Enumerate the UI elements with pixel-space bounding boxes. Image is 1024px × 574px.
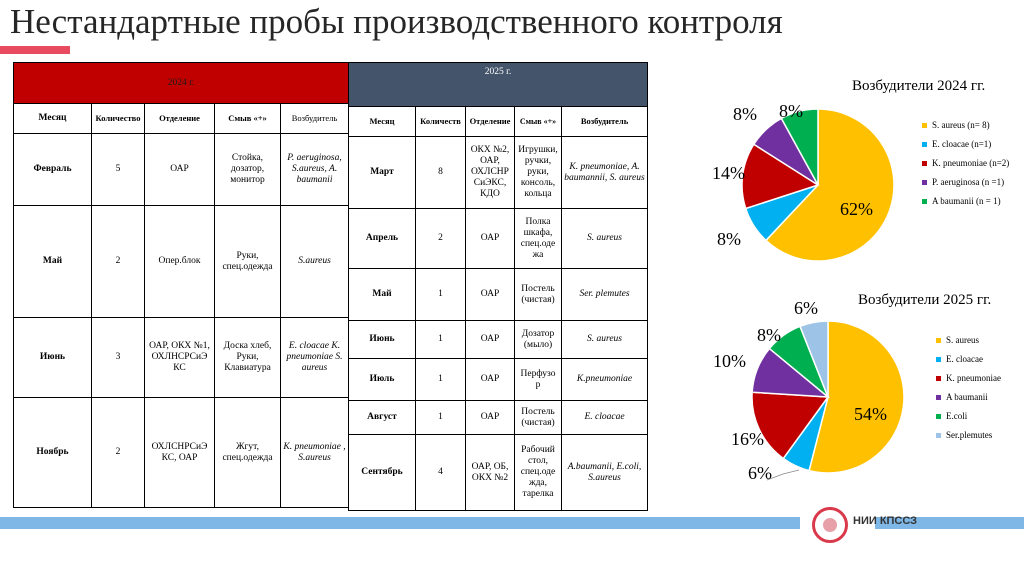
table-row: [349, 435, 648, 511]
footer-bar: [0, 517, 800, 529]
cell-swab: Перфузо р: [515, 359, 562, 401]
cell-month: Июнь: [349, 321, 416, 359]
pct-label: 62%: [840, 199, 873, 219]
pct-label: 8%: [757, 325, 781, 345]
legend-swatch: [936, 433, 941, 438]
cell-dept: ОАР: [466, 209, 515, 269]
table-row: [349, 401, 648, 435]
pct-label: 6%: [748, 463, 772, 483]
cell-dept: ОАР: [145, 134, 215, 206]
pie-chart-2024: [740, 107, 896, 263]
pct-label: 54%: [854, 404, 887, 424]
legend-2025: [936, 335, 1022, 449]
cell-count: 8: [416, 137, 466, 209]
legend-label: A baumanii: [946, 392, 988, 402]
legend-swatch: [922, 161, 927, 166]
col-header-dept: Отделение: [466, 107, 515, 137]
cell-swab: Постель (чистая): [515, 401, 562, 435]
legend-label: A baumanii (n = 1): [932, 196, 1001, 206]
legend-label: S. aureus: [946, 335, 979, 345]
col-header-month: Месяц: [349, 107, 416, 137]
cell-count: 1: [416, 321, 466, 359]
cell-agent: K. pneumoniae , S.aureus: [281, 398, 349, 508]
cell-count: 2: [92, 206, 145, 318]
pct-label: 14%: [712, 163, 745, 183]
cell-swab: Стойка, дозатор, монитор: [215, 134, 281, 206]
legend-item: [936, 392, 1022, 403]
pct-label: 16%: [731, 429, 764, 449]
cell-month: Июль: [349, 359, 416, 401]
cell-count: 1: [416, 401, 466, 435]
table-row: [14, 398, 349, 508]
cell-swab: Доска хлеб, Руки, Клавиатура: [215, 318, 281, 398]
cell-agent: P. aeruginosa, S.aureus, A. baumanii: [281, 134, 349, 206]
chart-2024-title: Возбудители 2024 гг.: [852, 78, 986, 94]
cell-count: 1: [416, 269, 466, 321]
cell-month: Ноябрь: [14, 398, 92, 508]
col-header-swab: Смыв «+»: [215, 104, 281, 134]
cell-dept: ОХЛСНРСиЭ КС, ОАР: [145, 398, 215, 508]
legend-item: [922, 158, 1020, 169]
cell-agent: Ser. plemutes: [562, 269, 648, 321]
cell-month: Март: [349, 137, 416, 209]
cell-dept: ОКХ №2, ОАР, ОХЛСНР СиЭКС, КДО: [466, 137, 515, 209]
legend-item: [922, 139, 1020, 150]
cell-dept: ОАР: [466, 269, 515, 321]
legend-item: [922, 120, 1020, 131]
legend-item: [936, 430, 1022, 441]
col-header-swab: Смыв «+»: [515, 107, 562, 137]
year-2024-header: 2024 г.: [14, 63, 349, 104]
pct-label: 8%: [717, 229, 741, 249]
legend-swatch: [922, 123, 927, 128]
table-row: [349, 359, 648, 401]
cell-dept: ОАР, ОБ, ОКХ №2: [466, 435, 515, 511]
table-row: [349, 269, 648, 321]
chart-2025-title: Возбудители 2025 гг.: [858, 292, 992, 308]
legend-item: [936, 335, 1022, 346]
cell-month: Май: [14, 206, 92, 318]
cell-swab: Постель (чистая): [515, 269, 562, 321]
legend-swatch: [936, 338, 941, 343]
cell-month: Июнь: [14, 318, 92, 398]
cell-swab: Игрушки, ручки, руки, консоль, кольца: [515, 137, 562, 209]
legend-swatch: [922, 199, 927, 204]
col-header-dept: Отделение: [145, 104, 215, 134]
cell-agent: S. aureus: [562, 321, 648, 359]
cell-count: 2: [92, 398, 145, 508]
page-title: Нестандартные пробы производственного контроля: [10, 2, 783, 41]
table-2024: [13, 62, 349, 508]
cell-month: Май: [349, 269, 416, 321]
cell-agent: K.pneumoniae: [562, 359, 648, 401]
cell-swab: Жгут, спец.одежда: [215, 398, 281, 508]
table-row: [349, 209, 648, 269]
cell-agent: S. aureus: [562, 209, 648, 269]
cell-agent: S.aureus: [281, 206, 349, 318]
legend-swatch: [922, 142, 927, 147]
legend-label: K. pneumoniae: [946, 373, 1001, 383]
cell-dept: Опер.блок: [145, 206, 215, 318]
title-underline: [0, 46, 70, 54]
cell-dept: ОАР, ОКХ №1, ОХЛНСРСиЭ КС: [145, 318, 215, 398]
leader-line: [765, 468, 805, 482]
cell-swab: Рабочий стол, спец.оде жда, тарелка: [515, 435, 562, 511]
cell-month: Сентябрь: [349, 435, 416, 511]
institute-logo: [812, 507, 848, 543]
cell-count: 2: [416, 209, 466, 269]
table-row: [349, 137, 648, 209]
legend-label: Ser.plemutes: [946, 430, 993, 440]
col-header-count: Количество: [92, 104, 145, 134]
col-header-month: Месяц: [14, 104, 92, 134]
legend-label: E.coli: [946, 411, 968, 421]
legend-label: K. pneumoniae (n=2): [932, 158, 1010, 168]
legend-swatch: [922, 180, 927, 185]
pct-label: 8%: [779, 101, 803, 121]
pct-label: 10%: [713, 351, 746, 371]
col-header-count: Количеств: [416, 107, 466, 137]
legend-label: P. aeruginosa (n =1): [932, 177, 1005, 187]
year-2025-header: 2025 г.: [349, 63, 648, 107]
legend-swatch: [936, 414, 941, 419]
col-header-agent: Возбудитель: [281, 104, 349, 134]
legend-label: E. cloacae: [946, 354, 983, 364]
institute-name: НИИ КПССЗ: [853, 515, 918, 527]
cell-swab: Руки, спец.одежда: [215, 206, 281, 318]
cell-count: 3: [92, 318, 145, 398]
cell-swab: Дозатор (мыло): [515, 321, 562, 359]
legend-label: E. cloacae (n=1): [932, 139, 992, 149]
cell-dept: ОАР: [466, 359, 515, 401]
legend-swatch: [936, 395, 941, 400]
legend-item: [922, 177, 1020, 188]
cell-count: 5: [92, 134, 145, 206]
cell-agent: K. pneumoniae, A. baumannii, S. aureus: [562, 137, 648, 209]
legend-2024: [922, 120, 1020, 215]
cell-agent: E. cloacae K. pneumoniae S. aureus: [281, 318, 349, 398]
cell-month: Август: [349, 401, 416, 435]
cell-month: Февраль: [14, 134, 92, 206]
legend-swatch: [936, 376, 941, 381]
legend-item: [936, 373, 1022, 384]
cell-dept: ОАР: [466, 321, 515, 359]
pct-label: 8%: [733, 104, 757, 124]
cell-swab: Полка шкафа, спец.оде жа: [515, 209, 562, 269]
cell-dept: ОАР: [466, 401, 515, 435]
cell-count: 1: [416, 359, 466, 401]
cell-month: Апрель: [349, 209, 416, 269]
legend-item: [936, 354, 1022, 365]
legend-item: [922, 196, 1020, 207]
table-row: [14, 134, 349, 206]
pct-label: 6%: [794, 298, 818, 318]
table-row: [349, 321, 648, 359]
legend-item: [936, 411, 1022, 422]
cell-count: 4: [416, 435, 466, 511]
table-row: [14, 318, 349, 398]
table-2025: [348, 62, 648, 511]
legend-swatch: [936, 357, 941, 362]
table-row: [14, 206, 349, 318]
cell-agent: E. cloacae: [562, 401, 648, 435]
col-header-agent: Возбудитель: [562, 107, 648, 137]
cell-agent: A.baumanii, E.coli, S.aureus: [562, 435, 648, 511]
legend-label: S. aureus (n= 8): [932, 120, 990, 130]
